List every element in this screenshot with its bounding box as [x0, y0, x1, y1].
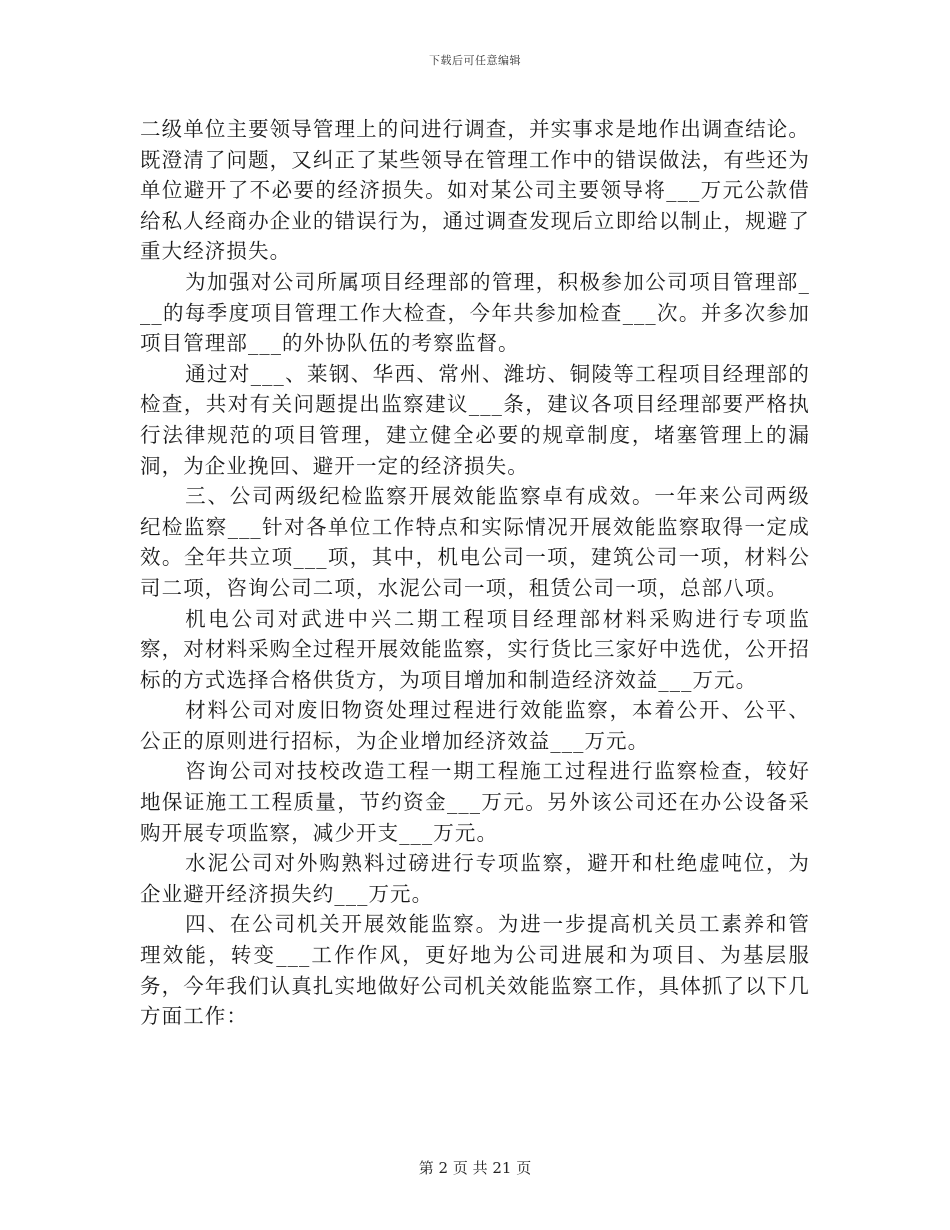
- page-header: 下载后可任意编辑: [429, 54, 521, 67]
- paragraph-3: 通过对___、莱钢、华西、常州、潍坊、铜陵等工程项目经理部的检查，共对有关问题提出监察建议___条，建议各项目经理部要严格执行法律规范的项目管理，建立健全必要的规章制度，堵塞管理上的漏洞，为企业挽回、避开一定的经济损失。: [140, 361, 810, 478]
- paragraph-9: 四、在公司机关开展效能监察。为进一步提高机关员工素养和管理效能，转变___工作作风，更好地为公司进展和为项目、为基层服务，今年我们认真扎实地做好公司机关效能监察工作，具体抓了以下几方面工作：: [140, 912, 810, 1029]
- paragraph-8: 水泥公司对外购熟料过磅进行专项监察，避开和杜绝虚吨位，为企业避开经济损失约___万元。: [140, 851, 810, 906]
- paragraph-5: 机电公司对武进中兴二期工程项目经理部材料采购进行专项监察，对材料采购全过程开展效能监察，实行货比三家好中选优，公开招标的方式选择合格供货方，为项目增加和制造经济效益___万元。: [140, 606, 810, 692]
- paragraph-1: 二级单位主要领导管理上的问进行调查，并实事求是地作出调查结论。既澄清了问题，又纠正了某些领导在管理工作中的错误做法，有些还为单位避开了不必要的经济损失。如对某公司主要领导将___万元公款借给私人经商办企业的错误行为，通过调查发现后立即给以制止，规避了重大经济损失。: [140, 117, 810, 264]
- paragraph-2: 为加强对公司所属项目经理部的管理，积极参加公司项目管理部___的每季度项目管理工作大检查，今年共参加检查___次。并多次参加项目管理部___的外协队伍的考察监督。: [140, 269, 810, 356]
- paragraph-7: 咨询公司对技校改造工程一期工程施工过程进行监察检查，较好地保证施工工程质量，节约资金___万元。另外该公司还在办公设备采购开展专项监察，减少开支___万元。: [140, 759, 810, 845]
- page-number: 第 2 页 共 21 页: [418, 1159, 532, 1177]
- paragraph-4: 三、公司两级纪检监察开展效能监察卓有成效。一年来公司两级纪检监察___针对各单位工作特点和实际情况开展效能监察取得一定成效。全年共立项___项，其中，机电公司一项，建筑公司一项，材料公司二项，咨询公司二项，水泥公司一项，租赁公司一项，总部八项。: [140, 484, 810, 600]
- document-body: [140, 114, 810, 1032]
- paragraph-6: 材料公司对废旧物资处理过程进行效能监察，本着公开、公平、公正的原则进行招标，为企业增加经济效益___万元。: [140, 698, 810, 753]
